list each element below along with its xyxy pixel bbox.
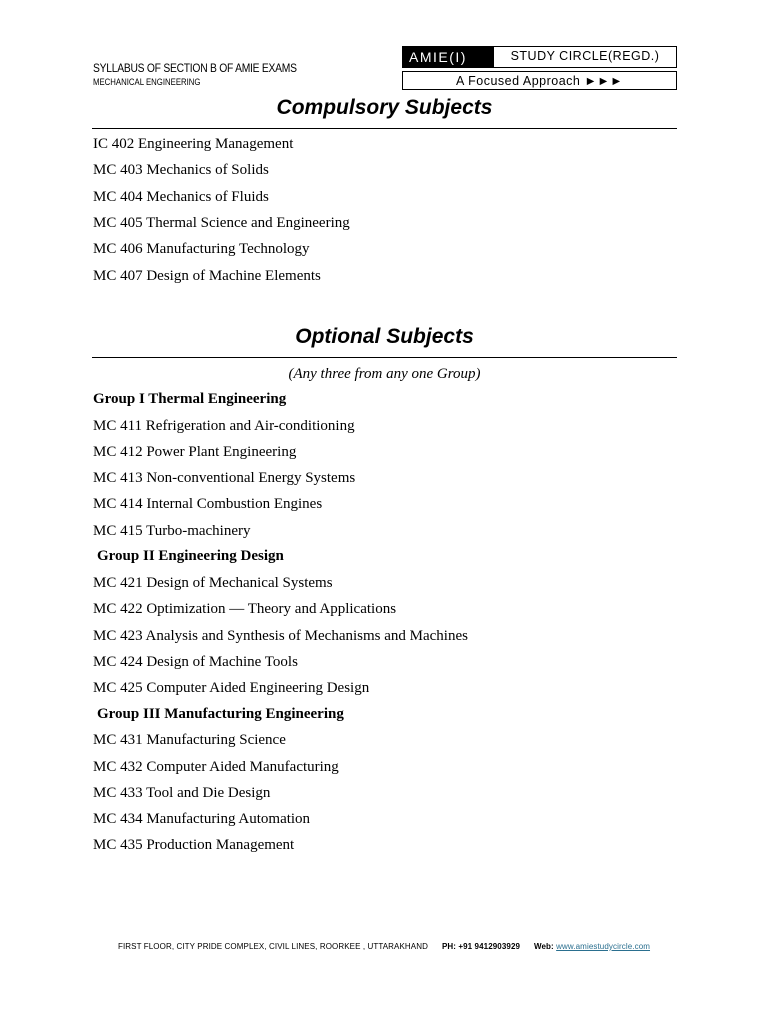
optional-subject: MC 431 Manufacturing Science <box>93 732 286 748</box>
optional-subject: MC 422 Optimization — Theory and Applications <box>93 601 397 617</box>
optional-subject: MC 414 Internal Combustion Engines <box>93 496 323 512</box>
footer-web-label: Web: <box>533 942 554 951</box>
optional-subject: MC 424 Design of Machine Tools <box>93 654 298 670</box>
footer-web-link[interactable]: www.amiestudycircle.com <box>556 942 651 951</box>
brand-org: STUDY CIRCLE(REGD.) <box>510 49 660 63</box>
optional-title: Optional Subjects <box>295 325 474 348</box>
brand-tagline: A Focused Approach ►►► <box>402 71 677 90</box>
page-footer <box>0 942 768 951</box>
optional-subject: MC 433 Tool and Die Design <box>93 785 271 801</box>
brand-name: AMIE(I) <box>403 47 494 67</box>
optional-subject: MC 425 Computer Aided Engineering Design <box>93 680 370 696</box>
group-heading: Group I Thermal Engineering <box>93 391 287 407</box>
compulsory-subject: MC 405 Thermal Science and Engineering <box>93 215 350 231</box>
optional-subject: MC 412 Power Plant Engineering <box>93 444 297 460</box>
group-heading: Group II Engineering Design <box>97 548 284 564</box>
syllabus-heading: SYLLABUS OF SECTION B OF AMIE EXAMS <box>93 61 297 75</box>
branch-heading: MECHANICAL ENGINEERING <box>93 77 201 88</box>
compulsory-subject: MC 407 Design of Machine Elements <box>93 268 321 284</box>
footer-phone: +91 9412903929 <box>458 942 521 951</box>
footer-address: FIRST FLOOR, CITY PRIDE COMPLEX, CIVIL LINES, ROORKEE , UTTARAKHAND <box>117 942 429 951</box>
compulsory-subject: MC 406 Manufacturing Technology <box>93 241 310 257</box>
optional-subject: MC 411 Refrigeration and Air-conditioning <box>93 418 355 434</box>
compulsory-divider <box>92 128 677 129</box>
optional-subject: MC 421 Design of Mechanical Systems <box>93 575 333 591</box>
optional-subject: MC 432 Computer Aided Manufacturing <box>93 759 339 775</box>
optional-note: (Any three from any one Group) <box>288 366 481 382</box>
compulsory-subject: MC 404 Mechanics of Fluids <box>93 189 269 205</box>
compulsory-subject: MC 403 Mechanics of Solids <box>93 162 269 178</box>
compulsory-subject: IC 402 Engineering Management <box>93 136 294 152</box>
optional-subject: MC 423 Analysis and Synthesis of Mechanisms and Machines <box>93 628 468 644</box>
optional-subject: MC 434 Manufacturing Automation <box>93 811 311 827</box>
optional-subject: MC 415 Turbo-machinery <box>93 523 251 539</box>
optional-subject: MC 413 Non-conventional Energy Systems <box>93 470 356 486</box>
compulsory-title: Compulsory Subjects <box>276 96 493 119</box>
optional-subject: MC 435 Production Management <box>93 837 295 853</box>
footer-phone-label: PH: <box>441 942 457 951</box>
brand-logo-box <box>402 46 677 90</box>
header-left <box>93 62 330 88</box>
group-heading: Group III Manufacturing Engineering <box>97 706 344 722</box>
optional-divider <box>92 357 677 358</box>
